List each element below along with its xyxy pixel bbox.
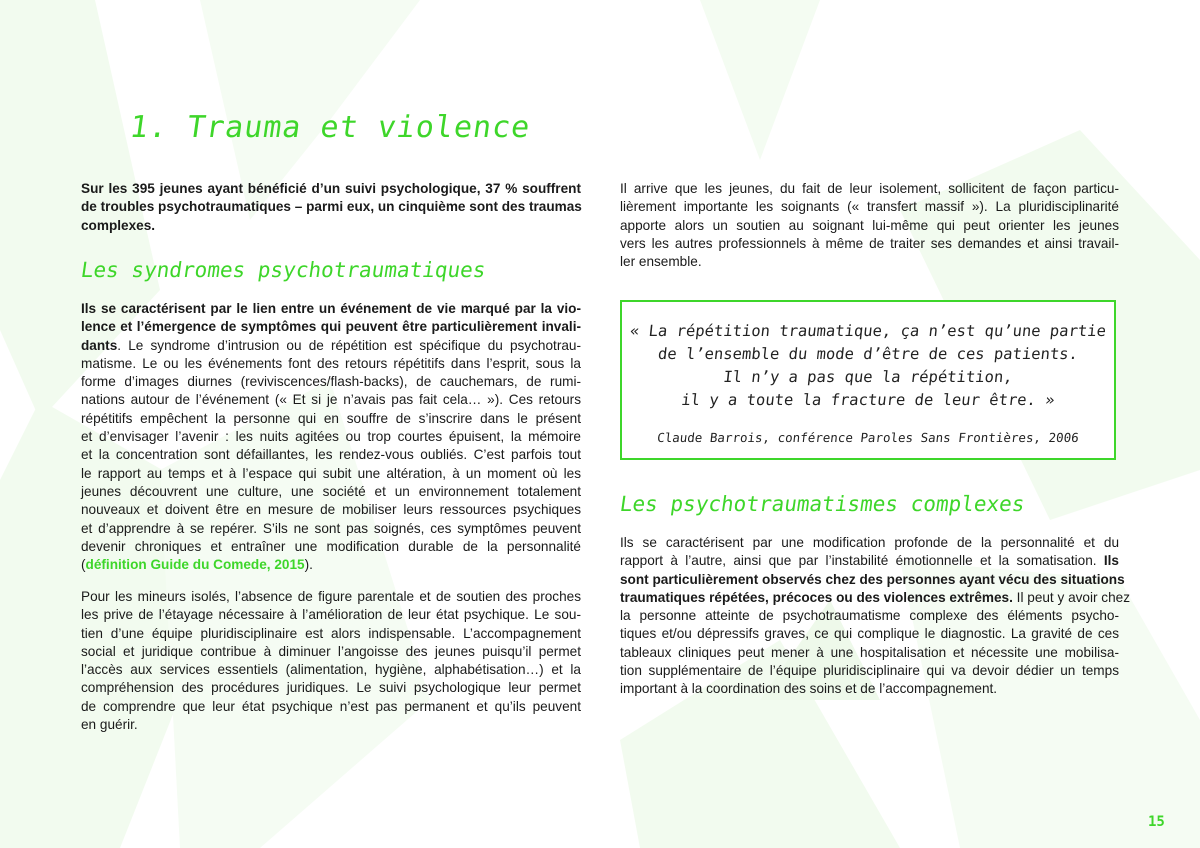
complexes-paragraph bbox=[620, 534, 1131, 699]
text-line: de comprendre que leur état psychique n’est pas permanent et qu’ils peuvent bbox=[81, 698, 581, 714]
transfert-paragraph bbox=[620, 180, 1119, 271]
page-title: 1. Trauma et violence bbox=[127, 110, 533, 145]
text-line: compréhension des procédures juridiques. Le suivi psychologique leur permet bbox=[81, 680, 581, 696]
text-fragment: rapport à l’autre, ainsi que par l’instabilité émotionnelle et la somatisation. bbox=[620, 553, 1097, 569]
text-line: Il arrive que les jeunes, du fait de leur isolement, sollicitent de façon particu- bbox=[620, 181, 1119, 196]
text-line: forme d’images diurnes (reviviscences/flash-backs), de cauchemars, de rumi- bbox=[81, 374, 581, 390]
quote-box bbox=[620, 300, 1116, 460]
syndromes-paragraph bbox=[81, 300, 581, 574]
quote-attribution: Claude Barrois, conférence Paroles Sans Frontières, 2006 bbox=[656, 430, 1080, 445]
text-line: jeunes découvrent une culture, une société et un environnement totalement bbox=[81, 483, 581, 499]
text-line: et d’envisager l’avenir : les nuits agitées ou trop courtes épuisent, la mémoire bbox=[81, 429, 581, 445]
text-line: Ils se caractérisent par une modification profonde de la personnalité et du bbox=[620, 535, 1119, 550]
text-line: et d’apprendre à se repérer. S’ils ne sont pas soignés, ces symptômes peuvent bbox=[81, 520, 581, 536]
quote-line: « La répétition traumatique, ça n’est qu’une partie bbox=[629, 322, 1107, 340]
text-line: Sur les 395 jeunes ayant bénéficié d’un suivi psychologique, 37 % souffrent bbox=[81, 181, 581, 196]
text-line: la personne atteinte de psychotraumatisme complexe des éléments psycho- bbox=[620, 608, 1119, 624]
guide-comede-link[interactable]: définition Guide du Comede, 2015 bbox=[85, 557, 305, 573]
intro-paragraph bbox=[81, 180, 581, 235]
text-line: l’accès aux services essentiels (alimentation, hygiène, alphabétisation…) et la bbox=[81, 662, 581, 678]
text-fragment: Ils bbox=[1096, 553, 1119, 569]
text-fragment: ). bbox=[304, 557, 313, 573]
text-fragment: dants bbox=[81, 337, 118, 353]
text-line: Pour les mineurs isolés, l’absence de figure parentale et de soutien des proches bbox=[81, 589, 581, 604]
text-line: tableaux cliniques peut mener à une hospitalisation et nécessite une mobilisa- bbox=[620, 644, 1119, 660]
text-line: apporte alors un soutien au soignant lui-même qui peut orienter les jeunes bbox=[620, 217, 1119, 233]
quote-line: Il n’y a pas que la répétition, bbox=[722, 368, 1014, 386]
quote-line: il y a toute la fracture de leur être. » bbox=[680, 391, 1056, 409]
text-line: tiques et/ou dépressifs graves, ce qui complique le diagnostic. La gravité de ces bbox=[620, 626, 1119, 642]
text-line: répétitifs empêchent la personne qui en souffre de s’inscrire dans le présent bbox=[81, 410, 581, 426]
text-fragment: Il peut y avoir chez bbox=[1012, 589, 1131, 605]
text-line: nouveaux et doivent être en mesure de mobiliser leurs ressources psychiques bbox=[81, 502, 581, 518]
text-line: en guérir. bbox=[81, 717, 138, 733]
text-line: le rapport au temps et à l’espace qui subit une altération, à un moment où les bbox=[81, 465, 581, 481]
section-heading-syndromes: Les syndromes psychotraumatiques bbox=[79, 258, 488, 282]
text-line: de troubles psychotraumatiques – parmi eux, un cinquième sont des traumas bbox=[81, 199, 582, 215]
text-line: lence et l’émergence de symptômes qui peuvent être particulièrement invali- bbox=[81, 319, 581, 335]
text-line: et la concentration sont défaillantes, les rendez-vous oubliés. C’est parfois tout bbox=[81, 447, 581, 463]
text-line: important à la coordination des soins et de l’accompagnement. bbox=[620, 681, 998, 697]
page-number: 15 bbox=[1148, 814, 1165, 830]
text-fragment: ( bbox=[81, 557, 86, 573]
text-line: vers les autres professionnels à même de traiter ses demandes et ainsi travail- bbox=[620, 235, 1119, 251]
text-line: ler ensemble. bbox=[620, 254, 702, 270]
text-line: lièrement importante les soignants (« transfert massif »). La pluridisciplinarité bbox=[620, 199, 1119, 215]
text-fragment: . Le syndrome d’intrusion ou de répétition est spécifique du psychotrau- bbox=[117, 337, 581, 353]
text-line: nations autour de l’événement (« Et si je n’avais pas fait cela… »). Ces retours bbox=[81, 392, 581, 408]
text-line: social et juridique contribue à diminuer l’angoisse des jeunes puisqu’il permet bbox=[81, 643, 581, 659]
text-line: complexes. bbox=[81, 217, 156, 233]
section-heading-complexes: Les psychotraumatismes complexes bbox=[618, 492, 1027, 516]
text-line: sont particulièrement observés chez des personnes ayant vécu des situations bbox=[620, 571, 1125, 587]
text-line: tion supplémentaire de l’équipe pluridisciplinaire qui va devoir dédier un temps bbox=[620, 663, 1119, 679]
quote-line: de l’ensemble du mode d’être de ces patients. bbox=[657, 345, 1079, 363]
text-line: devenir chroniques et entraîner une modification durable de la personnalité bbox=[81, 538, 581, 554]
mineurs-paragraph bbox=[81, 588, 581, 734]
text-line: matisme. Le ou les événements font des retours répétitifs dans l’esprit, sous la bbox=[81, 355, 581, 371]
text-line: tien d’une équipe pluridisciplinaire est alors indispensable. L’accompagnement bbox=[81, 625, 581, 641]
text-line: Ils se caractérisent par le lien entre un événement de vie marqué par la vio- bbox=[81, 301, 581, 316]
text-fragment: traumatiques répétées, précoces ou des violences extrêmes. bbox=[620, 589, 1013, 605]
text-line: les prive de l’étayage nécessaire à l’amélioration de leur état psychique. Le sou- bbox=[81, 607, 581, 623]
